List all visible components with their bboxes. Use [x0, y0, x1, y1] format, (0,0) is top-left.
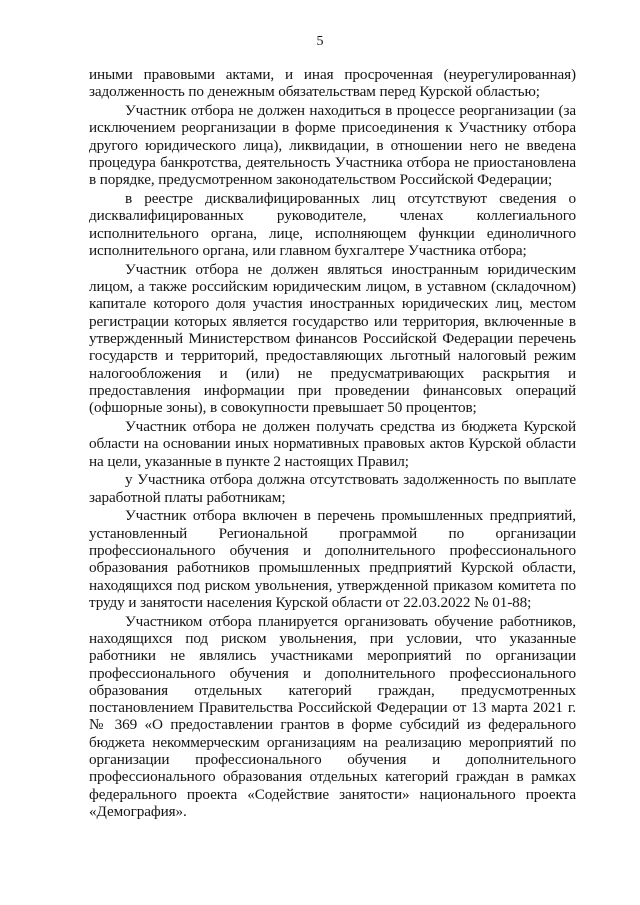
paragraph-disqualified-persons: в реестре дисквалифицированных лиц отсутствуют сведения о дисквалифицированных руководителе, членах коллегиального исполнительного органа, лице, исполняющем функции единоличного исполнительного органа, или главном бухгалтере Участника отбора;	[89, 190, 576, 259]
paragraph-enterprise-list: Участник отбора включен в перечень промышленных предприятий, установленный Региональной программой по организации профессионального обучения и дополнительного профессионального образования работников промышленных предприятий Курской области, находящихся под риском увольнения, утвержденной приказом комитета по труду и занятости населения Курской области от 22.03.2022 № 01-88;	[89, 507, 576, 611]
paragraph-budget-funds: Участник отбора не должен получать средства из бюджета Курской области на основании иных нормативных правовых актов Курской области на цели, указанные в пункте 2 настоящих Правил;	[89, 417, 576, 470]
paragraph-foreign-entity: Участник отбора не должен являться иностранным юридическим лицом, а также российским юридическим лицом, в уставном (складочном) капитале которого доля участия иностранных юридических лиц, местом регистрации которых является государство или территория, включенные в утвержденный Министерством финансов Российской Федерации перечень государств и территорий, предоставляющих льготный налоговый режим налогообложения и (или) не предусматривающих раскрытия и предоставления информации при проведении финансовых операций (офшорные зоны), в совокупности превышает 50 процентов;	[89, 260, 576, 417]
document-body	[89, 66, 576, 822]
paragraph-reorganization: Участник отбора не должен находиться в процессе реорганизации (за исключением реорганизации в форме присоединения к Участнику отбора другого юридического лица), ликвидации, в отношении него не введена процедура банкротства, деятельность Участника отбора не приостановлена в порядке, предусмотренном законодательством Российской Федерации;	[89, 102, 576, 189]
page-number: 5	[316, 34, 324, 49]
paragraph-training-plan: Участником отбора планируется организовать обучение работников, находящихся под риском увольнения, при условии, что указанные работники не являлись участниками мероприятий по организации профессионального обучения и дополнительного профессионального образования отдельных категорий граждан, предусмотренных постановлением Правительства Российской Федерации от 13 марта 2021 г. № 369 «О предоставлении грантов в форме субсидий из федерального бюджета некоммерческим организациям на реализацию мероприятий по организации профессионального обучения и дополнительного профессионального образования отдельных категорий граждан в рамках федерального проекта «Содействие занятости» национального проекта «Демография».	[89, 612, 576, 820]
paragraph-debt-continuation: иными правовыми актами, и иная просроченная (неурегулированная) задолженность по денежным обязательствам перед Курской областью;	[89, 66, 576, 101]
paragraph-wage-arrears: у Участника отбора должна отсутствовать задолженность по выплате заработной платы работникам;	[89, 471, 576, 506]
